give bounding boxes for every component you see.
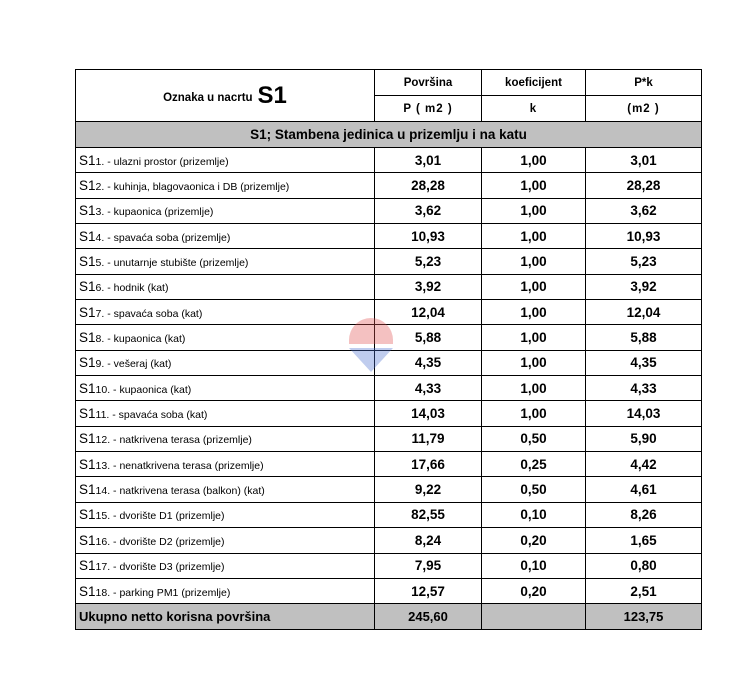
- total-weighted-area: 123,75: [586, 604, 702, 629]
- room-coefficient: 1,00: [482, 401, 586, 426]
- room-code: S1: [79, 507, 96, 523]
- room-code: S1: [79, 532, 96, 548]
- room-name: - spavaća soba (kat): [104, 307, 203, 320]
- room-coefficient: 0,20: [482, 578, 586, 603]
- room-weighted-area: 8,26: [586, 502, 702, 527]
- room-name-cell: [76, 452, 375, 477]
- header-coef-unit: k: [482, 96, 586, 122]
- room-area: 7,95: [375, 553, 482, 578]
- table-row: [76, 452, 702, 477]
- room-coefficient: 0,25: [482, 452, 586, 477]
- room-code: S1: [79, 304, 96, 320]
- room-coefficient: 0,50: [482, 426, 586, 451]
- room-code: S1: [79, 431, 96, 447]
- room-code: S1: [79, 456, 96, 472]
- room-weighted-area: 1,65: [586, 528, 702, 553]
- room-coefficient: 1,00: [482, 249, 586, 274]
- room-weighted-area: 2,51: [586, 578, 702, 603]
- room-subcode: 18.: [95, 586, 111, 599]
- room-name-cell: [76, 173, 375, 198]
- room-weighted-area: 28,28: [586, 173, 702, 198]
- room-code: S1: [79, 178, 96, 194]
- room-code: S1: [79, 406, 96, 422]
- room-area: 12,04: [375, 300, 482, 325]
- table-row: [76, 578, 702, 603]
- room-name-cell: [76, 578, 375, 603]
- room-subcode: 16.: [95, 535, 111, 548]
- room-name-cell: [76, 249, 375, 274]
- room-code: S1: [79, 330, 96, 346]
- room-name: - vešeraj (kat): [104, 358, 172, 371]
- room-coefficient: 1,00: [482, 350, 586, 375]
- room-weighted-area: 0,80: [586, 553, 702, 578]
- room-weighted-area: 5,88: [586, 325, 702, 350]
- room-name-cell: [76, 325, 375, 350]
- room-coefficient: 0,10: [482, 502, 586, 527]
- table-row: [76, 401, 702, 426]
- room-area: 82,55: [375, 502, 482, 527]
- room-coefficient: 1,00: [482, 300, 586, 325]
- room-name: - natkrivena terasa (prizemlje): [110, 434, 252, 447]
- total-row: [76, 604, 702, 629]
- room-subcode: 10.: [95, 383, 111, 396]
- room-name-cell: [76, 477, 375, 502]
- room-weighted-area: 4,61: [586, 477, 702, 502]
- room-name-cell: [76, 401, 375, 426]
- room-weighted-area: 5,90: [586, 426, 702, 451]
- room-name: - hodnik (kat): [104, 282, 169, 295]
- room-name: - kupaonica (kat): [104, 333, 186, 346]
- room-weighted-area: 3,92: [586, 274, 702, 299]
- room-name: - dvorište D2 (prizemlje): [110, 535, 225, 548]
- room-area: 11,79: [375, 426, 482, 451]
- header-code: S1: [257, 81, 287, 109]
- room-area: 28,28: [375, 173, 482, 198]
- room-subcode: 11.: [95, 409, 110, 422]
- room-area: 4,33: [375, 376, 482, 401]
- room-subcode: 13.: [95, 459, 111, 472]
- table-row: [76, 173, 702, 198]
- room-coefficient: 0,20: [482, 528, 586, 553]
- header-label-cell: [76, 70, 375, 122]
- room-name-cell: [76, 274, 375, 299]
- room-name-cell: [76, 502, 375, 527]
- room-weighted-area: 14,03: [586, 401, 702, 426]
- room-code: S1: [79, 152, 96, 168]
- header-label: Oznaka u nacrtu: [163, 91, 253, 104]
- table-row: [76, 249, 702, 274]
- room-subcode: 12.: [95, 434, 111, 447]
- room-coefficient: 1,00: [482, 224, 586, 249]
- room-weighted-area: 5,23: [586, 249, 702, 274]
- room-code: S1: [79, 380, 96, 396]
- room-area: 14,03: [375, 401, 482, 426]
- room-name: - unutarnje stubište (prizemlje): [104, 257, 249, 270]
- room-name-cell: [76, 300, 375, 325]
- header-pk-unit: (m2 ): [586, 96, 702, 122]
- room-code: S1: [79, 203, 96, 219]
- table-row: [76, 528, 702, 553]
- room-weighted-area: 3,62: [586, 198, 702, 223]
- total-coefficient: [482, 604, 586, 629]
- room-name-cell: [76, 224, 375, 249]
- watermark-logo-icon: [346, 318, 396, 372]
- room-subcode: 3.: [95, 206, 105, 219]
- room-area: 3,62: [375, 198, 482, 223]
- room-area: 5,88: [375, 325, 482, 350]
- room-subcode: 14.: [95, 485, 111, 498]
- room-name: - kupaonica (prizemlje): [104, 206, 214, 219]
- room-area: 3,01: [375, 148, 482, 173]
- room-weighted-area: 10,93: [586, 224, 702, 249]
- room-code: S1: [79, 254, 96, 270]
- room-name: - kuhinja, blagovaonica i DB (prizemlje): [104, 181, 290, 194]
- room-area: 17,66: [375, 452, 482, 477]
- room-name-cell: [76, 350, 375, 375]
- room-name: - kupaonica (kat): [110, 383, 192, 396]
- watermark-top-shape: [349, 318, 393, 344]
- room-name: - parking PM1 (prizemlje): [110, 586, 231, 599]
- room-weighted-area: 4,35: [586, 350, 702, 375]
- room-code: S1: [79, 583, 96, 599]
- header-pk-top: P*k: [586, 70, 702, 96]
- room-subcode: 5.: [95, 257, 105, 270]
- room-name: - dvorište D1 (prizemlje): [110, 510, 225, 523]
- room-name-cell: [76, 426, 375, 451]
- room-code: S1: [79, 279, 96, 295]
- room-subcode: 2.: [95, 181, 105, 194]
- section-title: S1; Stambena jedinica u prizemlju i na katu: [76, 122, 702, 148]
- room-subcode: 17.: [95, 561, 111, 574]
- room-area: 12,57: [375, 578, 482, 603]
- room-name-cell: [76, 553, 375, 578]
- room-name: - ulazni prostor (prizemlje): [104, 155, 229, 168]
- room-area: 5,23: [375, 249, 482, 274]
- header-area-top: Površina: [375, 70, 482, 96]
- room-weighted-area: 4,33: [586, 376, 702, 401]
- room-name: - spavaća soba (prizemlje): [104, 231, 231, 244]
- room-coefficient: 1,00: [482, 376, 586, 401]
- total-label: Ukupno netto korisna površina: [76, 604, 375, 629]
- room-area: 4,35: [375, 350, 482, 375]
- room-weighted-area: 4,42: [586, 452, 702, 477]
- header-coef-top: koeficijent: [482, 70, 586, 96]
- room-area: 10,93: [375, 224, 482, 249]
- room-area: 9,22: [375, 477, 482, 502]
- room-subcode: 4.: [95, 231, 105, 244]
- table-row: [76, 148, 702, 173]
- room-code: S1: [79, 228, 96, 244]
- room-subcode: 7.: [95, 307, 105, 320]
- table-row: [76, 477, 702, 502]
- room-code: S1: [79, 482, 96, 498]
- room-coefficient: 1,00: [482, 173, 586, 198]
- header-row-top: [76, 70, 702, 96]
- header-area-unit: P ( m2 ): [375, 96, 482, 122]
- table-row: [76, 426, 702, 451]
- room-coefficient: 1,00: [482, 148, 586, 173]
- room-coefficient: 0,50: [482, 477, 586, 502]
- room-name-cell: [76, 198, 375, 223]
- room-code: S1: [79, 355, 96, 371]
- room-subcode: 1.: [95, 155, 105, 168]
- room-area: 3,92: [375, 274, 482, 299]
- total-area: 245,60: [375, 604, 482, 629]
- room-name: - natkrivena terasa (balkon) (kat): [110, 485, 265, 498]
- room-coefficient: 1,00: [482, 198, 586, 223]
- room-subcode: 15.: [95, 510, 111, 523]
- section-row: [76, 122, 702, 148]
- room-name: - nenatkrivena terasa (prizemlje): [110, 459, 264, 472]
- room-subcode: 6.: [95, 282, 105, 295]
- room-subcode: 8.: [95, 333, 105, 346]
- room-weighted-area: 12,04: [586, 300, 702, 325]
- room-code: S1: [79, 558, 96, 574]
- room-coefficient: 1,00: [482, 325, 586, 350]
- room-coefficient: 1,00: [482, 274, 586, 299]
- room-subcode: 9.: [95, 358, 105, 371]
- room-coefficient: 0,10: [482, 553, 586, 578]
- table-row: [76, 502, 702, 527]
- room-weighted-area: 3,01: [586, 148, 702, 173]
- room-area: 8,24: [375, 528, 482, 553]
- room-name-cell: [76, 528, 375, 553]
- room-name-cell: [76, 376, 375, 401]
- watermark-bottom-shape: [349, 348, 393, 372]
- table-row: [76, 376, 702, 401]
- room-name-cell: [76, 148, 375, 173]
- table-row: [76, 198, 702, 223]
- table-row: [76, 553, 702, 578]
- room-name: - spavaća soba (kat): [109, 409, 208, 422]
- table-row: [76, 274, 702, 299]
- room-name: - dvorište D3 (prizemlje): [110, 561, 225, 574]
- table-row: [76, 224, 702, 249]
